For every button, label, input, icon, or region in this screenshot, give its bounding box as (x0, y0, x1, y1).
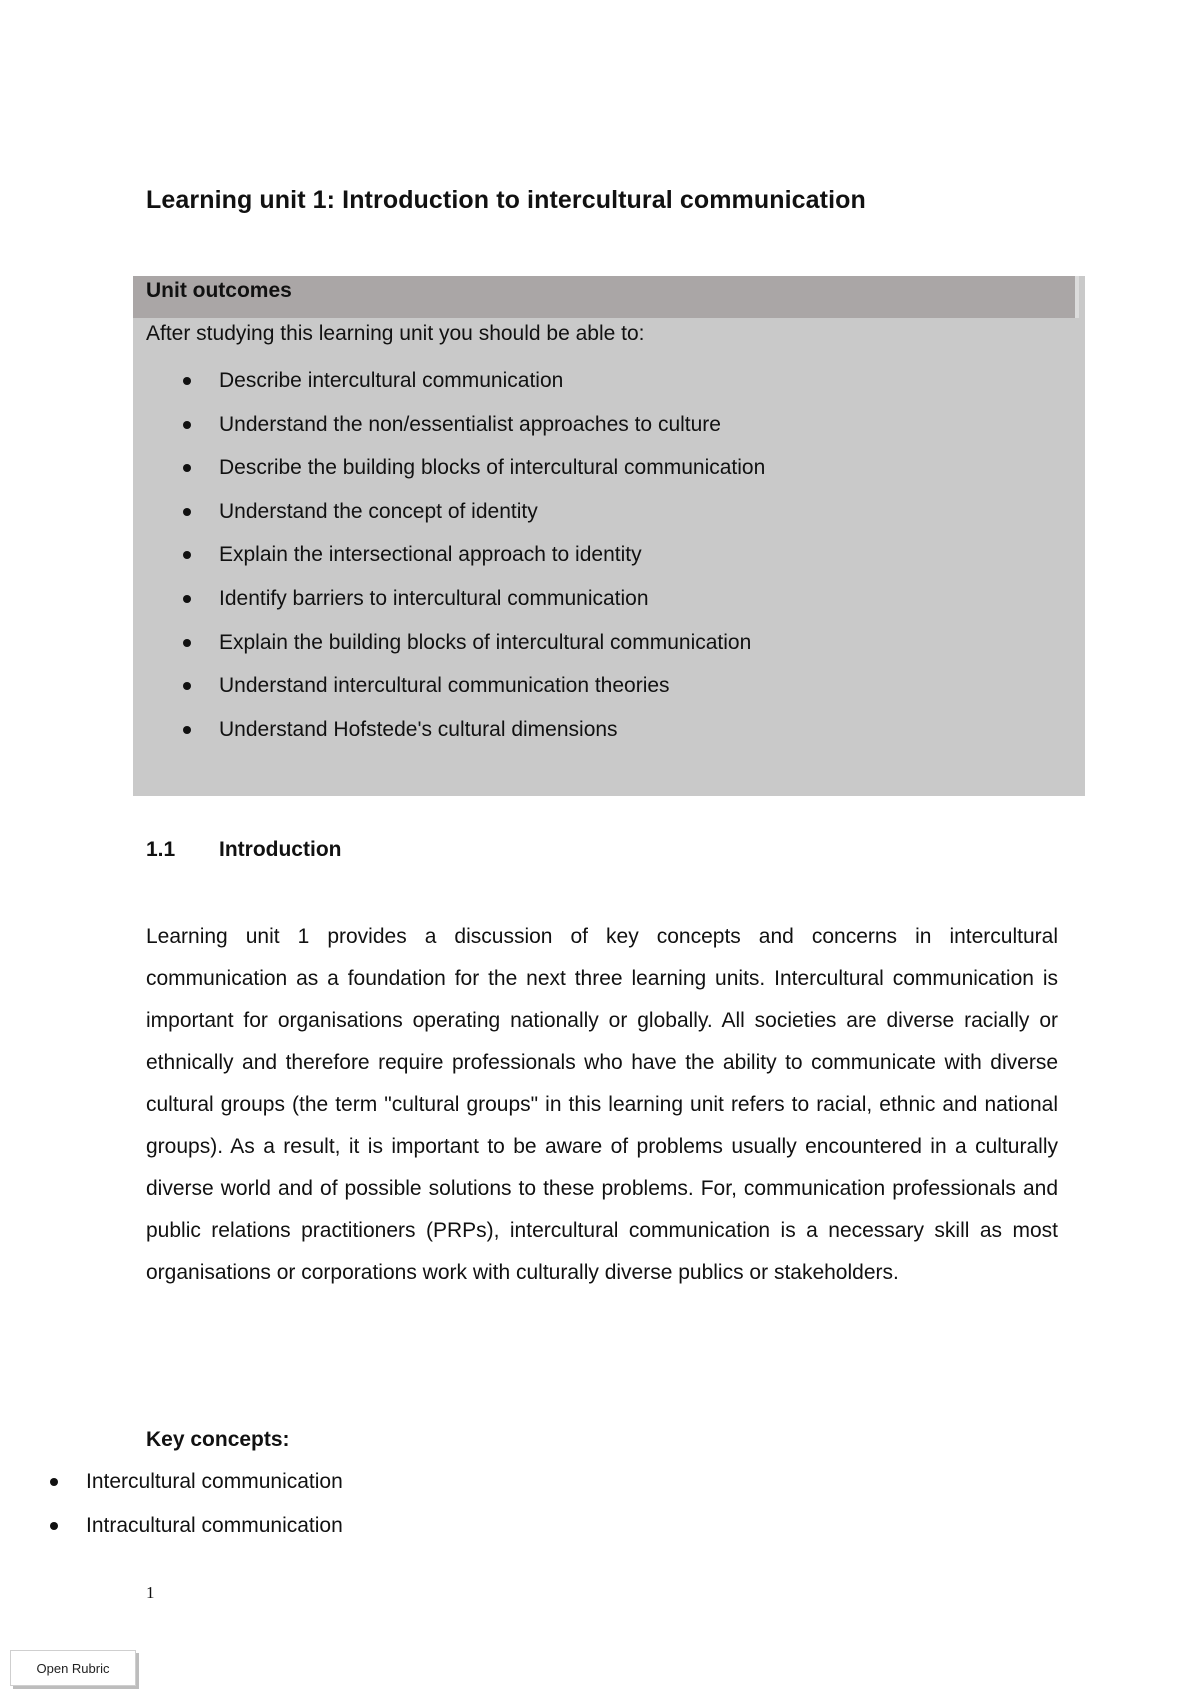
outcome-item (133, 621, 765, 665)
outcome-item (133, 403, 765, 447)
unit-outcomes-header (133, 276, 1079, 318)
bullet-icon (183, 726, 191, 734)
outcome-text: Understand intercultural communication theories (219, 674, 670, 698)
bullet-icon (183, 551, 191, 559)
unit-outcomes-list (133, 359, 765, 751)
outcome-item (133, 446, 765, 490)
key-concept-text: Intercultural communication (86, 1470, 343, 1493)
outcome-item (133, 577, 765, 621)
bullet-icon (183, 508, 191, 516)
bullet-icon (183, 464, 191, 472)
key-concepts-list (0, 1460, 343, 1547)
key-concepts-title: Key concepts: (146, 1428, 290, 1451)
outcome-text: Understand Hofstede's cultural dimensions (219, 717, 618, 741)
unit-outcomes-heading: Unit outcomes (146, 279, 292, 302)
outcome-text: Describe the building blocks of intercultural communication (219, 456, 766, 480)
key-concept-item (0, 1460, 343, 1504)
outcome-text: Understand the non/essentialist approaches to culture (219, 412, 721, 436)
open-rubric-button[interactable]: Open Rubric (10, 1650, 136, 1686)
key-concept-text: Intracultural communication (86, 1513, 343, 1537)
outcome-text: Explain the intersectional approach to identity (219, 543, 642, 567)
outcome-text: Describe intercultural communication (219, 369, 564, 392)
outcome-item (133, 533, 765, 577)
section-number: 1.1 (146, 838, 176, 861)
bullet-icon (183, 639, 191, 647)
unit-outcomes-box (133, 276, 1085, 796)
section-heading (146, 838, 341, 862)
bullet-icon (183, 421, 191, 429)
bullet-icon (50, 1522, 58, 1530)
unit-outcomes-intro: After studying this learning unit you should be able to: (146, 322, 645, 345)
section-title: Introduction (219, 838, 342, 861)
bullet-icon (183, 377, 191, 385)
outcome-item (133, 490, 765, 534)
outcome-item (133, 359, 765, 403)
page-title: Learning unit 1: Introduction to intercultural communication (146, 186, 866, 214)
introduction-paragraph: Learning unit 1 provides a discussion of key concepts and concerns in intercultural communication as a foundation for the next three learning units. Intercultural communication is important for organisations operating nationally or globally. All societies are diverse racially or ethnically and therefore require professionals who have the ability to communicate with diverse cultural groups (the term "cultural groups" in this learning unit refers to racial, ethnic and national groups). As a result, it is important to be aware of problems usually encountered in a culturally diverse world and of possible solutions to these problems. For, communication professionals and public relations practitioners (PRPs), intercultural communication is a necessary skill as most organisations or corporations work with culturally diverse publics or stakeholders. (146, 925, 1058, 1284)
outcome-item (133, 708, 765, 752)
outcome-item (133, 664, 765, 708)
outcome-text: Understand the concept of identity (219, 499, 538, 523)
key-concept-item (0, 1504, 343, 1548)
bullet-icon (183, 595, 191, 603)
outcome-text: Identify barriers to intercultural communication (219, 586, 649, 610)
bullet-icon (50, 1478, 58, 1486)
bullet-icon (183, 682, 191, 690)
page-number: 1 (146, 1583, 155, 1602)
outcome-text: Explain the building blocks of intercultural communication (219, 630, 752, 654)
